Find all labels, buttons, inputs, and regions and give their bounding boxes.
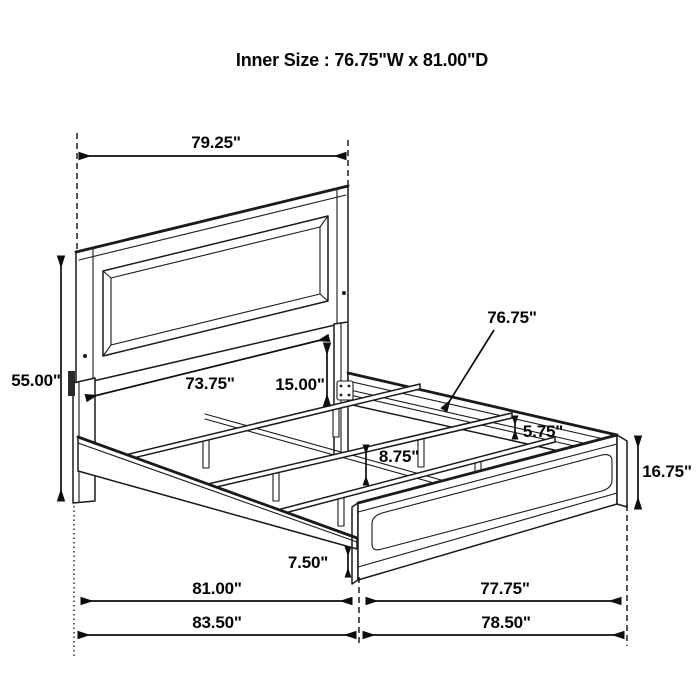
dim-overall-depth-label: 83.50" xyxy=(192,613,242,632)
slat-leg xyxy=(338,498,344,526)
left-rail-bracket xyxy=(68,371,75,396)
dim-footboard-inner-width-label: 77.75" xyxy=(480,579,530,598)
dim-inner-depth-label: 81.00" xyxy=(192,579,242,598)
dim-support-leg-label: 8.75" xyxy=(378,447,420,466)
slat-leg xyxy=(203,440,209,468)
headboard-outline xyxy=(76,186,348,385)
dim-headboard-width-label: 79.25" xyxy=(191,133,241,152)
slat-leg xyxy=(333,409,339,437)
screw-dot-right xyxy=(342,291,346,295)
dim-headboard-height-label: 55.00" xyxy=(11,371,61,390)
dim-footboard-height-label: 16.75" xyxy=(642,462,692,481)
rail-bracket xyxy=(337,381,353,400)
near-side-rail xyxy=(78,437,357,549)
dim-footboard-width-label: 78.50" xyxy=(481,613,531,632)
slat-leg xyxy=(273,473,279,501)
dim-slat-length-label: 76.75" xyxy=(487,308,537,327)
dim-rail-lip-label: 5.75" xyxy=(522,422,564,441)
dim-floor-clearance-label: 7.50" xyxy=(287,553,329,572)
leader-slat-length xyxy=(444,330,494,410)
footboard-right-post xyxy=(617,435,627,507)
dim-headboard-to-slat-label: 15.00" xyxy=(275,375,325,394)
diagram-title: Inner Size : 76.75"W x 81.00"D xyxy=(235,50,489,70)
dim-headboard-inner-width-label: 73.75" xyxy=(185,374,235,393)
screw-dot-left xyxy=(83,354,87,358)
